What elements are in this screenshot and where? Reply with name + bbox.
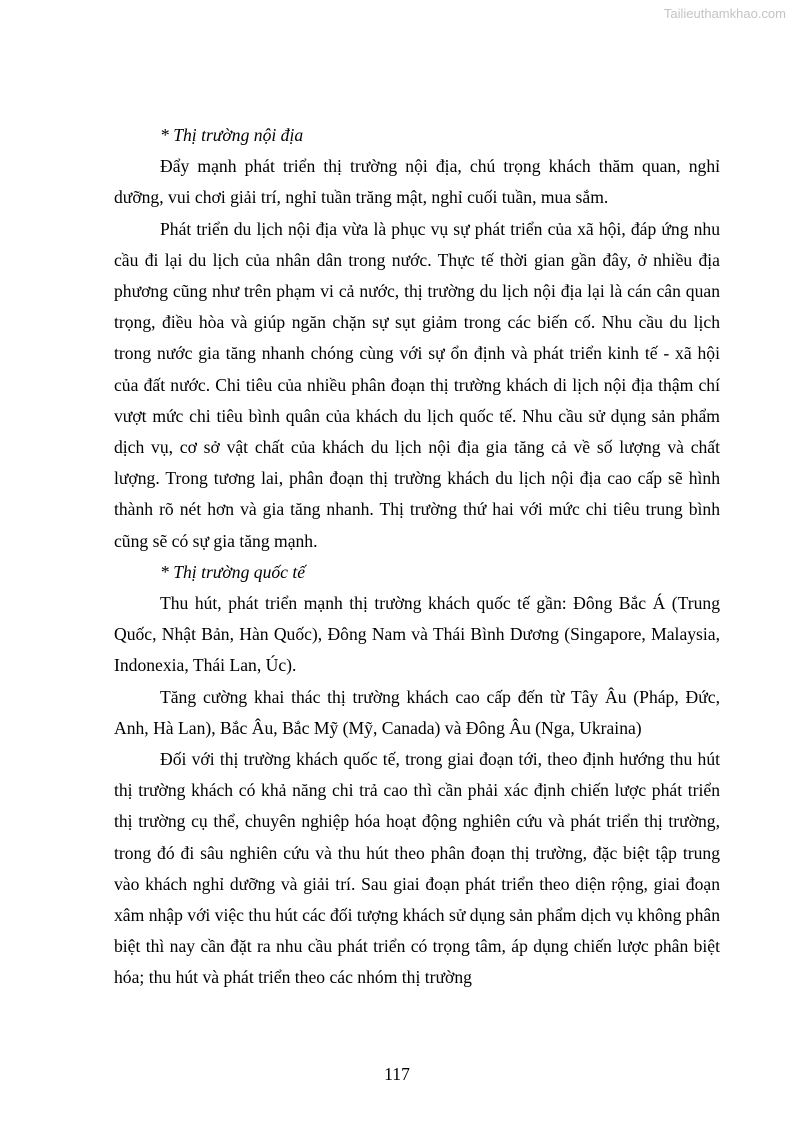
domestic-paragraph-1: Đẩy mạnh phát triển thị trường nội địa, chú trọng khách thăm quan, nghỉ dưỡng, vui chơi giải trí, nghỉ tuần trăng mật, nghỉ cuối tuần, mua sắm. [114,156,720,208]
page-number: 117 [384,1064,410,1084]
domestic-paragraph-2: Phát triển du lịch nội địa vừa là phục vụ sự phát triển của xã hội, đáp ứng nhu cầu đi lại du lịch của nhân dân trong nước. Thực tế thời gian gần đây, ở nhiều địa phương cũng như trên phạm vi cả nước, thị trường du lịch nội địa lại là cán cân quan trọng, điều hòa và giúp ngăn chặn sự sụt giảm trong các biến cố. Nhu cầu du lịch trong nước gia tăng nhanh chóng cùng với sự ổn định và phát triển kinh tế - xã hội của đất nước. Chi tiêu của nhiều phân đoạn thị trường khách di lịch nội địa thậm chí vượt mức chi tiêu bình quân của khách du lịch quốc tế. Nhu cầu sử dụng sản phẩm dịch vụ, cơ sở vật chất của khách du lịch nội địa gia tăng cả về số lượng và chất lượng. Trong tương lai, phân đoạn thị trường khách du lịch nội địa cao cấp sẽ hình thành rõ nét hơn và gia tăng nhanh. Thị trường thứ hai với mức chi tiêu trung bình cũng sẽ có sự gia tăng mạnh. [114,218,720,551]
watermark: Tailieuthamkhao.com [663,6,786,21]
international-paragraph-2: Tăng cường khai thác thị trường khách cao cấp đến từ Tây Âu (Pháp, Đức, Anh, Hà Lan), Bắc Âu, Bắc Mỹ (Mỹ, Canada) và Đông Âu (Nga, Ukraina) [114,686,720,738]
domestic-market-heading: * Thị trường nội địa [160,125,304,145]
international-paragraph-1: Thu hút, phát triển mạnh thị trường khách quốc tế gần: Đông Bắc Á (Trung Quốc, Nhật Bản, Hàn Quốc), Đông Nam và Thái Bình Dương (Singapore, Malaysia, Indonexia, Thái Lan, Úc). [114,593,720,676]
international-market-heading: * Thị trường quốc tế [160,561,306,582]
international-paragraph-3: Đối với thị trường khách quốc tế, trong giai đoạn tới, theo định hướng thu hút thị trường khách có khả năng chi trả cao thì cần phải xác định chiến lược phát triển thị trường cụ thể, chuyên nghiệp hóa hoạt động nghiên cứu và phát triển thị trường, trong đó đi sâu nghiên cứu và thu hút theo phân đoạn thị trường, đặc biệt tập trung vào khách nghỉ dưỡng và giải trí. Sau giai đoạn phát triển theo diện rộng, giai đoạn xâm nhập với việc thu hút các đối tượng khách sử dụng sản phẩm dịch vụ không phân biệt thì nay cần đặt ra nhu cầu phát triển có trọng tâm, áp dụng chiến lược phân biệt hóa; thu hút và phát triển theo các nhóm thị trường [114,749,720,988]
page-body [114,120,720,994]
